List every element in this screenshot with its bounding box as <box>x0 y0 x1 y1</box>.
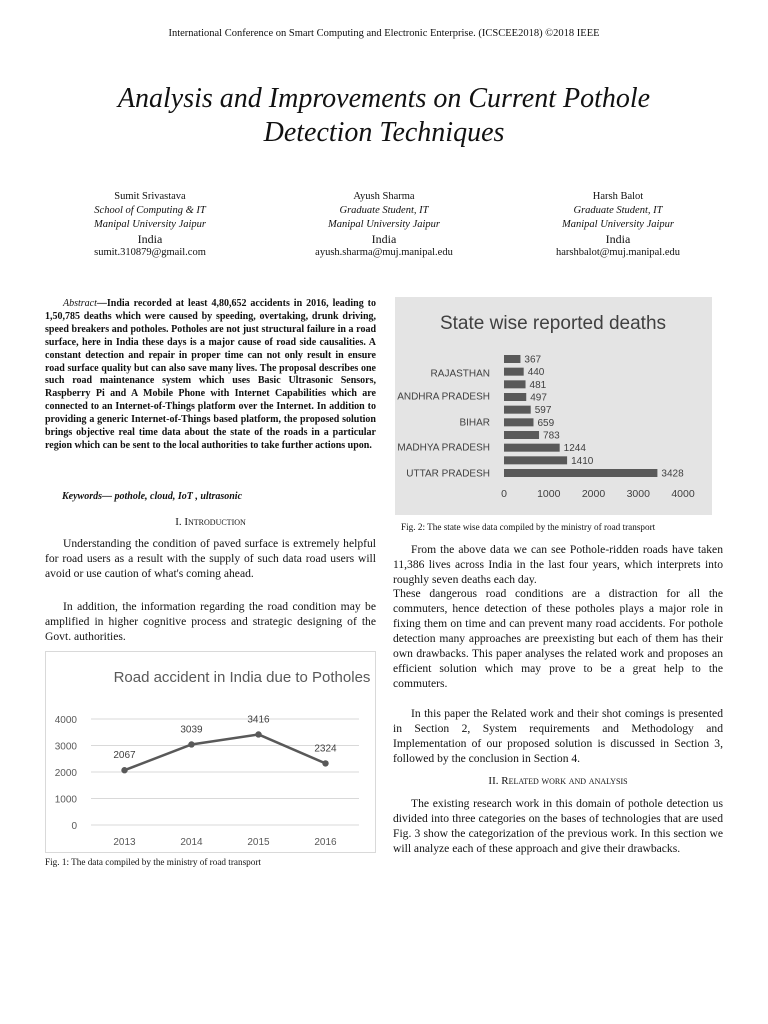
x-tick-label: 1000 <box>537 488 561 500</box>
line-chart-svg <box>46 652 375 852</box>
paper-title <box>40 82 728 150</box>
author-dept: School of Computing & IT <box>94 205 206 216</box>
author-univ: Manipal University Jaipur <box>562 219 674 230</box>
data-point <box>188 741 194 747</box>
data-label: 2324 <box>314 743 337 755</box>
x-tick-label: 4000 <box>671 488 695 500</box>
right-paragraph-2: These dangerous road conditions are a distraction for all the commuters, hence detection of these potholes plays a major role in fixing them on time and can prevent many road accidents. For pothole detection many approaches are preexisting but each of them has their own drawbacks. This paper analyses the related work and proposes an efficient solution which may prove to be a great help to the commuters. <box>393 587 723 690</box>
bar <box>504 368 524 376</box>
data-label: 3416 <box>247 714 270 726</box>
author-dept: Graduate Student, IT <box>573 205 663 216</box>
author-email: harshbalot@muj.manipal.edu <box>556 247 680 258</box>
category-label: UTTAR PRADESH <box>406 468 490 480</box>
bar-value-label: 1410 <box>571 455 594 467</box>
author-1 <box>40 190 260 260</box>
abstract-label: Abstract <box>63 298 97 309</box>
bar-value-label: 481 <box>529 379 547 391</box>
author-3 <box>508 190 728 260</box>
author-univ: Manipal University Jaipur <box>328 219 440 230</box>
author-country: India <box>137 232 163 246</box>
category-label: MADHYA PRADESH <box>397 442 490 454</box>
author-block <box>40 190 728 260</box>
x-tick-label: 3000 <box>626 488 650 500</box>
data-point <box>255 731 261 737</box>
author-country: India <box>371 232 397 246</box>
y-tick-label: 1000 <box>54 794 77 806</box>
series-line <box>125 734 326 770</box>
y-tick-label: 0 <box>71 821 77 832</box>
chart-title: State wise reported deaths <box>439 313 667 334</box>
bar-value-label: 3428 <box>661 468 684 480</box>
bar-value-label: 597 <box>534 405 552 417</box>
title-line-1: Analysis and Improvements on Current Pothole <box>117 83 651 114</box>
bar-chart-svg <box>395 297 712 515</box>
figure-2-caption: Fig. 2: The state wise data compiled by the ministry of road transport <box>401 522 656 532</box>
related-paragraph-1: The existing research work in this domain of pothole detection us divided into three categories on the bases of technologies that are used Fig. 3 show the categorization of the previous work. In this section we will analyze each of these approach and give their drawbacks. <box>393 797 723 855</box>
category-label: BIHAR <box>459 417 490 429</box>
x-tick-label: 2015 <box>247 837 270 848</box>
right-paragraph-3: In this paper the Related work and their shot comings is presented in Section 2, System requirements and Methodology and Implementation of our proposed solution is discussed in Section 3, followed by the conclusion in Section 4. <box>393 707 723 765</box>
abstract-text: —India recorded at least 4,80,652 accidents in 2016, leading to 1,50,785 deaths which were caused by speeding, overtaking, drunk driving, speed breakers and potholes. Potholes are not just structural failure in a road surface, here in India these days is a major cause of road side causalities. A constant detection and repair in proper time can not only result in ensure road surface quality but can also save many lives. The proposal describes one such road maintenance system which uses Basic Ultrasonic Sensors, Raspberry Pi and A Mobile Phone with Internet Capabilities which are connected to an Internet-of-Things platform over the Internet. In addition to providing a generic Internet-of-Things based platform, the proposed solution brings objective real time data about the state of the roads in a particular region which can be sent to the local authorities to take further actions upon. <box>45 298 376 451</box>
author-email: sumit.310879@gmail.com <box>94 247 206 258</box>
intro-heading: I. Introduction <box>175 516 246 528</box>
author-name: Ayush Sharma <box>353 191 415 202</box>
chart-title: Road accident in India due to Potholes <box>113 669 371 686</box>
x-tick-label: 0 <box>501 488 507 500</box>
x-tick-label: 2016 <box>314 837 337 848</box>
data-point <box>121 767 127 773</box>
author-univ: Manipal University Jaipur <box>94 219 206 230</box>
figure-1-line-chart <box>45 651 376 853</box>
bar <box>504 406 531 414</box>
x-tick-label: 2014 <box>180 837 203 848</box>
bar-value-label: 440 <box>527 367 545 379</box>
author-country: India <box>605 232 631 246</box>
intro-paragraph-2: In addition, the information regarding the road condition may be amplified in higher cognitive process and strategic designing of the Govt. authorities. <box>45 600 376 643</box>
y-tick-label: 2000 <box>54 768 77 779</box>
bar <box>504 418 533 426</box>
bar <box>504 355 520 363</box>
bar <box>504 380 526 388</box>
category-label: ANDHRA PRADESH <box>397 391 490 403</box>
x-tick-label: 2013 <box>113 837 136 848</box>
bar-value-label: 1244 <box>563 443 586 455</box>
author-email: ayush.sharma@muj.manipal.edu <box>315 247 453 258</box>
x-tick-label: 2000 <box>581 488 606 500</box>
bar <box>504 393 526 401</box>
data-point <box>322 760 328 766</box>
title-line-2: Detection Techniques <box>263 117 505 148</box>
data-label: 2067 <box>113 750 136 762</box>
abstract <box>45 298 376 453</box>
bar-value-label: 783 <box>543 430 560 442</box>
bar <box>504 469 657 477</box>
author-2 <box>274 190 494 260</box>
conference-header: International Conference on Smart Computing and Electronic Enterprise. (ICSCEE2018) ©2018 IEEE <box>168 28 600 39</box>
data-label: 3039 <box>180 724 203 736</box>
bar <box>504 431 539 439</box>
intro-paragraph-1: Understanding the condition of paved surface is extremely helpful for road users as a result with the supply of such data road users will avoid or use caution of what's coming ahead. <box>45 537 376 580</box>
bar <box>504 444 560 452</box>
bar-value-label: 497 <box>530 392 547 404</box>
author-name: Harsh Balot <box>592 191 644 202</box>
category-label: RAJASTHAN <box>430 368 490 380</box>
y-tick-label: 3000 <box>54 741 77 753</box>
bar <box>504 456 567 464</box>
figure-1-caption: Fig. 1: The data compiled by the ministry of road transport <box>45 857 261 867</box>
bar-value-label: 659 <box>537 417 555 429</box>
related-work-heading: II. Related work and analysis <box>488 775 628 787</box>
bar-value-label: 367 <box>524 354 542 366</box>
author-name: Sumit Srivastava <box>114 191 186 202</box>
figure-2-bar-chart <box>395 297 712 515</box>
author-dept: Graduate Student, IT <box>339 205 429 216</box>
y-tick-label: 4000 <box>54 715 77 726</box>
keywords: Keywords— pothole, cloud, IoT , ultrasonic <box>62 491 243 502</box>
right-paragraph-1: From the above data we can see Pothole-ridden roads have taken 11,386 lives across India in the last four years, which interprets into roughly seven deaths each day. <box>393 543 723 586</box>
